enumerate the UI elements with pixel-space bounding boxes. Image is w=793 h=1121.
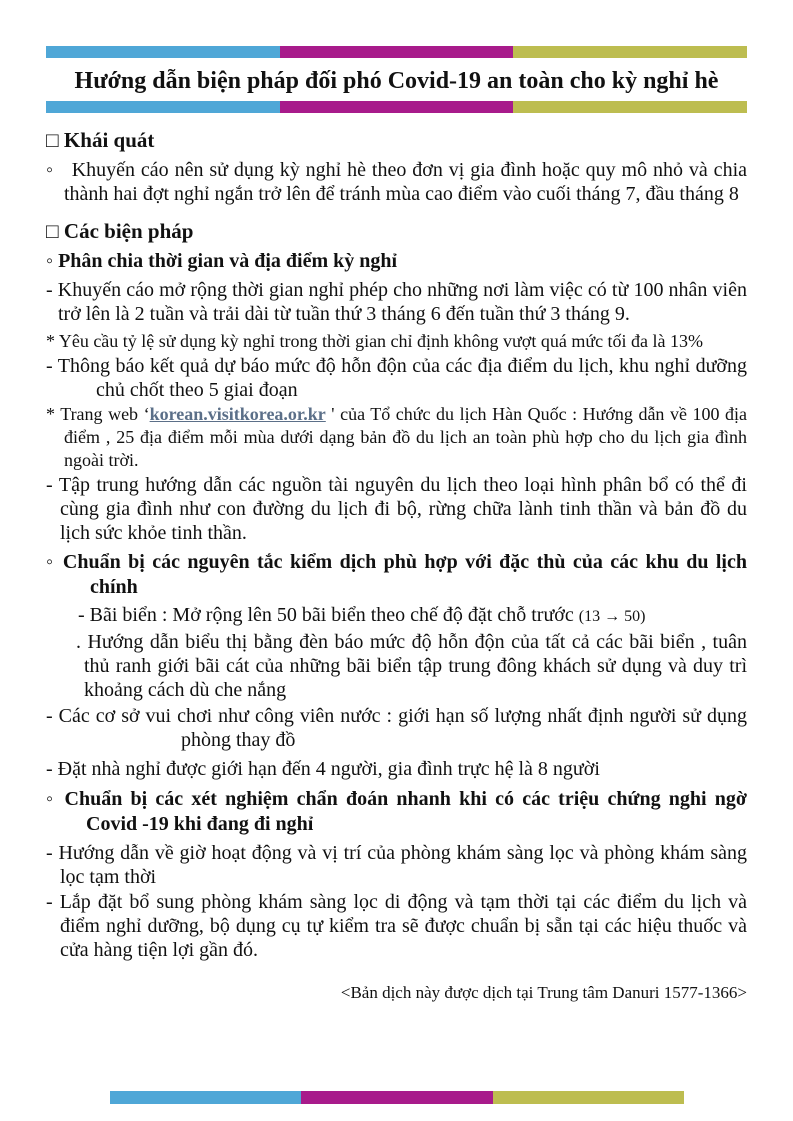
beach-text: - Bãi biển : Mở rộng lên 50 bãi biển theo chế độ đặt chỗ trước: [78, 604, 574, 626]
header-bar-bottom: [46, 101, 747, 113]
paragraph-overview-recommendation: ◦ Khuyến cáo nên sử dụng kỳ nghỉ hè theo đơn vị gia đình hoặc quy mô nhỏ và chia thành hai đợt nghỉ ngắn trở lên để tránh mùa cao điểm vào cuối tháng 7, đầu tháng 8: [46, 159, 747, 205]
header-bar-top: [46, 46, 747, 58]
subsection-heading-quarantine: ◦ Chuẩn bị các nguyên tắc kiểm dịch phù hợp với đặc thù của các khu du lịch chính: [46, 551, 747, 598]
bar-segment-magenta: [280, 101, 514, 113]
subsection-heading-schedule: ◦ Phân chia thời gian và địa điểm kỳ nghỉ: [46, 250, 398, 272]
section-heading-overview: □ Khái quát: [46, 128, 155, 152]
bar-segment-olive: [493, 1091, 684, 1104]
bar-segment-blue: [46, 46, 280, 58]
bar-segment-olive: [513, 46, 747, 58]
paragraph-website: [46, 403, 747, 472]
paragraph-extend-leave: - Khuyến cáo mở rộng thời gian nghỉ phép cho những nơi làm việc có từ 100 nhân viên trở lên là 2 tuần và trải dài từ tuần thứ 3 tháng 6 đến tuần thứ 3 tháng 9.: [46, 279, 747, 325]
beach-count-note: (13 → 50): [578, 608, 646, 625]
paragraph-travel-resources: - Tập trung hướng dẫn các nguồn tài nguyên du lịch theo loại hình phân bổ có thể đi cùng gia đình như con đường du lịch đi bộ, rừng chữa lành tinh thần và bản đồ du lịch sức khỏe tinh thần.: [46, 474, 747, 544]
bar-segment-olive: [513, 101, 747, 113]
footer-bar: [110, 1091, 684, 1104]
paragraph-signal-lights: . Hướng dẫn biểu thị bằng đèn báo mức độ hỗn độn của tất cả các bãi biển , tuân thủ ranh giới bãi cát của những bãi biển tập trung đông khách sử dụng và duy trì khoảng cách dù che nắng: [76, 631, 747, 701]
paragraph-usage-ratio: * Yêu cầu tỷ lệ sử dụng kỳ nghỉ trong thời gian chỉ định không vượt quá mức tối đa là 13%: [46, 331, 704, 351]
paragraph-clinic-hours: - Hướng dẫn về giờ hoạt động và vị trí của phòng khám sàng lọc và phòng khám sàng lọc tạm thời: [46, 842, 747, 888]
website-text-prefix: * Trang web ‘: [46, 404, 150, 424]
section-heading-measures: □ Các biện pháp: [46, 219, 194, 243]
paragraph-lodging-limit: - Đặt nhà nghỉ được giới hạn đến 4 người, gia đình trực hệ là 8 người: [46, 758, 600, 780]
website-text-suffix: ' của Tổ chức du lịch Hàn Quốc : Hướng dẫn về 100 địa điểm , 25 địa điểm mỗi mùa dưới dạng bản đồ du lịch an toàn phù hợp cho du lịch gia đình ngoài trời.: [64, 404, 747, 470]
paragraph-beach: [78, 603, 747, 629]
bar-segment-blue: [46, 101, 280, 113]
paragraph-congestion-forecast: - Thông báo kết quả dự báo mức độ hỗn độn của các địa điểm du lịch, khu nghỉ dưỡng chủ chốt theo 5 giai đoạn: [46, 355, 747, 401]
paragraph-mobile-clinics: - Lắp đặt bổ sung phòng khám sàng lọc di động và tạm thời tại các điểm du lịch và điểm nghỉ dưỡng, bộ dụng cụ tự kiểm tra sẽ được chuẩn bị sẵn tại các hiệu thuốc và cửa hàng tiện lợi gần đó.: [46, 891, 747, 961]
bar-segment-magenta: [280, 46, 514, 58]
bar-segment-blue: [110, 1091, 301, 1104]
translation-note: <Bản dịch này được dịch tại Trung tâm Danuri 1577-1366>: [340, 983, 747, 1002]
paragraph-waterpark-limit: - Các cơ sở vui chơi như công viên nước : giới hạn số lượng nhất định người sử dụng phòng thay đồ: [46, 705, 747, 751]
subsection-heading-testing: ◦ Chuẩn bị các xét nghiệm chẩn đoán nhanh khi có các triệu chứng nghi ngờ Covid -19 khi đang đi nghỉ: [46, 788, 747, 835]
visitkorea-link[interactable]: korean.visitkorea.or.kr: [149, 404, 326, 424]
bar-segment-magenta: [301, 1091, 492, 1104]
page-title: Hướng dẫn biện pháp đối phó Covid-19 an toàn cho kỳ nghỉ hè: [74, 68, 719, 94]
